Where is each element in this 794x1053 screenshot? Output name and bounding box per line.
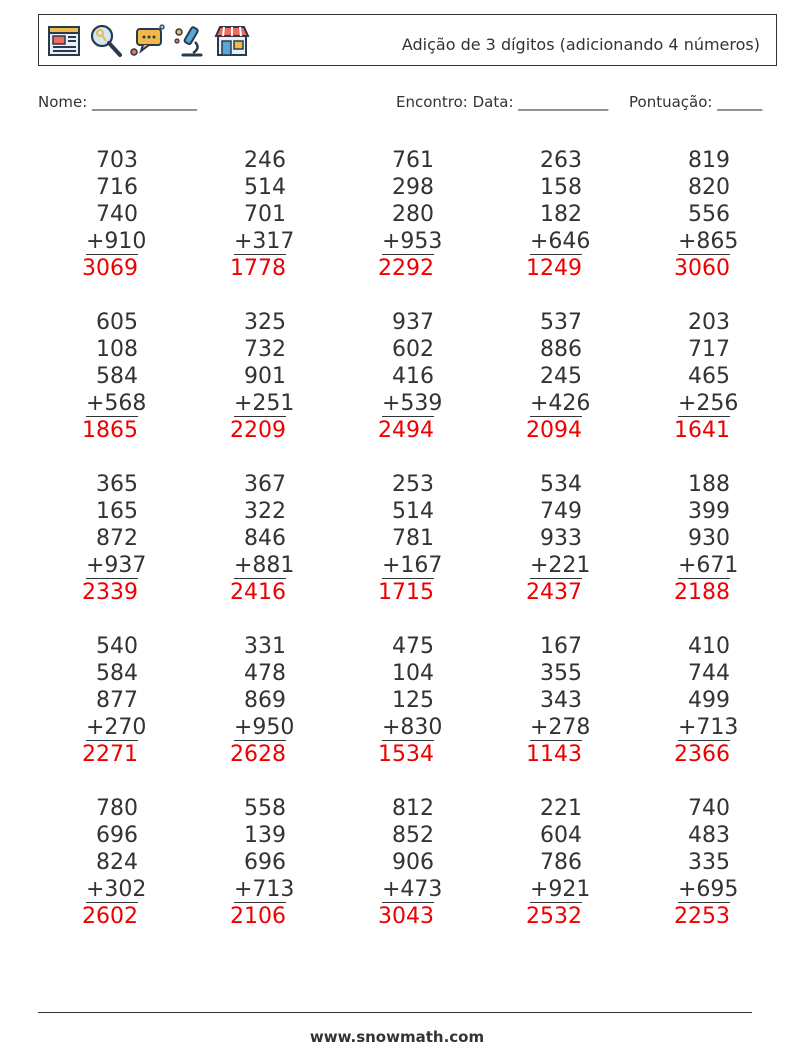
addend-4: +713 <box>234 877 295 902</box>
header-icons <box>45 21 251 61</box>
chat-bubbles-icon <box>129 22 167 60</box>
addend-4: +921 <box>530 877 591 902</box>
addition-problem <box>196 147 295 282</box>
answer: 1715 <box>378 580 434 605</box>
addition-problem <box>48 795 147 930</box>
addend-1: 325 <box>244 310 286 335</box>
answer: 2253 <box>674 904 730 929</box>
addend-2: 478 <box>244 661 286 686</box>
addend-4: +251 <box>234 391 295 416</box>
addend-4: +539 <box>382 391 443 416</box>
addend-3: 786 <box>540 850 582 875</box>
addition-problem <box>492 471 591 606</box>
addend-4: +865 <box>678 229 739 254</box>
answer: 2532 <box>526 904 582 929</box>
addend-4: +278 <box>530 715 591 740</box>
addend-2: 852 <box>392 823 434 848</box>
addend-3: 781 <box>392 526 434 551</box>
addend-2: 355 <box>540 661 582 686</box>
addend-1: 331 <box>244 634 286 659</box>
newspaper-icon <box>45 22 83 60</box>
addend-1: 246 <box>244 148 286 173</box>
addend-3: 182 <box>540 202 582 227</box>
score-field: Pontuação: ______ <box>629 93 763 111</box>
answer: 2602 <box>82 904 138 929</box>
addend-3: 245 <box>540 364 582 389</box>
addition-problem <box>48 309 147 444</box>
answer: 2437 <box>526 580 582 605</box>
addend-1: 780 <box>96 796 138 821</box>
addend-2: 514 <box>392 499 434 524</box>
addend-1: 188 <box>688 472 730 497</box>
addend-2: 322 <box>244 499 286 524</box>
addend-1: 703 <box>96 148 138 173</box>
footer-divider <box>38 1012 752 1013</box>
addition-problem <box>492 147 591 282</box>
addend-4: +950 <box>234 715 295 740</box>
answer: 2188 <box>674 580 730 605</box>
addend-1: 558 <box>244 796 286 821</box>
addend-3: 930 <box>688 526 730 551</box>
addition-problem <box>196 471 295 606</box>
addend-3: 740 <box>96 202 138 227</box>
addend-3: 696 <box>244 850 286 875</box>
addition-problem <box>196 633 295 768</box>
answer: 3060 <box>674 256 730 281</box>
addend-3: 933 <box>540 526 582 551</box>
addition-problem <box>48 147 147 282</box>
answer: 2106 <box>230 904 286 929</box>
addition-problem <box>344 471 443 606</box>
answer: 1865 <box>82 418 138 443</box>
addend-4: +671 <box>678 553 739 578</box>
addend-2: 108 <box>96 337 138 362</box>
addend-4: +646 <box>530 229 591 254</box>
addition-problem <box>640 471 739 606</box>
addend-1: 761 <box>392 148 434 173</box>
addend-3: 556 <box>688 202 730 227</box>
addend-3: 869 <box>244 688 286 713</box>
addend-1: 221 <box>540 796 582 821</box>
addend-2: 604 <box>540 823 582 848</box>
addend-4: +695 <box>678 877 739 902</box>
addition-problem <box>48 471 147 606</box>
name-field: Nome: ______________ <box>38 93 198 111</box>
addend-4: +473 <box>382 877 443 902</box>
answer: 2292 <box>378 256 434 281</box>
addend-2: 744 <box>688 661 730 686</box>
magnifier-key-icon <box>87 22 125 60</box>
answer: 1778 <box>230 256 286 281</box>
worksheet-title: Adição de 3 dígitos (adicionando 4 números) <box>401 35 760 54</box>
addend-2: 399 <box>688 499 730 524</box>
addend-2: 820 <box>688 175 730 200</box>
addend-2: 483 <box>688 823 730 848</box>
answer: 2339 <box>82 580 138 605</box>
addition-problem <box>344 309 443 444</box>
addend-2: 696 <box>96 823 138 848</box>
storefront-icon <box>213 22 251 60</box>
answer: 1143 <box>526 742 582 767</box>
addend-1: 537 <box>540 310 582 335</box>
addend-1: 167 <box>540 634 582 659</box>
answer: 1641 <box>674 418 730 443</box>
addend-3: 465 <box>688 364 730 389</box>
addend-1: 253 <box>392 472 434 497</box>
answer: 2494 <box>378 418 434 443</box>
addend-3: 824 <box>96 850 138 875</box>
addend-2: 104 <box>392 661 434 686</box>
addend-4: +830 <box>382 715 443 740</box>
addend-2: 298 <box>392 175 434 200</box>
addend-3: 901 <box>244 364 286 389</box>
addend-1: 605 <box>96 310 138 335</box>
addend-1: 263 <box>540 148 582 173</box>
addend-2: 165 <box>96 499 138 524</box>
answer: 2366 <box>674 742 730 767</box>
addend-4: +221 <box>530 553 591 578</box>
addend-1: 534 <box>540 472 582 497</box>
addition-problem <box>344 633 443 768</box>
addend-4: +317 <box>234 229 295 254</box>
addend-2: 732 <box>244 337 286 362</box>
addend-1: 540 <box>96 634 138 659</box>
addend-4: +256 <box>678 391 739 416</box>
addend-3: 335 <box>688 850 730 875</box>
addend-1: 819 <box>688 148 730 173</box>
addend-1: 203 <box>688 310 730 335</box>
addend-3: 877 <box>96 688 138 713</box>
answer: 1249 <box>526 256 582 281</box>
addend-4: +713 <box>678 715 739 740</box>
addition-problem <box>492 309 591 444</box>
addend-2: 158 <box>540 175 582 200</box>
addend-4: +910 <box>86 229 147 254</box>
footer-site: www.snowmath.com <box>309 1028 485 1046</box>
answer: 3069 <box>82 256 138 281</box>
worksheet-header <box>38 14 777 66</box>
addend-1: 410 <box>688 634 730 659</box>
addend-3: 846 <box>244 526 286 551</box>
addend-4: +568 <box>86 391 147 416</box>
answer: 2094 <box>526 418 582 443</box>
addition-problem <box>640 795 739 930</box>
addition-problem <box>196 309 295 444</box>
addend-1: 937 <box>392 310 434 335</box>
addend-4: +167 <box>382 553 443 578</box>
addend-4: +953 <box>382 229 443 254</box>
addition-problem <box>492 795 591 930</box>
addend-1: 365 <box>96 472 138 497</box>
addition-problem <box>344 147 443 282</box>
addend-1: 812 <box>392 796 434 821</box>
addend-3: 584 <box>96 364 138 389</box>
microscope-icon <box>171 22 209 60</box>
addend-4: +270 <box>86 715 147 740</box>
addend-2: 139 <box>244 823 286 848</box>
addition-problem <box>640 147 739 282</box>
answer: 3043 <box>378 904 434 929</box>
addition-problem <box>48 633 147 768</box>
addend-2: 749 <box>540 499 582 524</box>
addend-2: 717 <box>688 337 730 362</box>
addition-problem <box>344 795 443 930</box>
addend-3: 701 <box>244 202 286 227</box>
addend-3: 125 <box>392 688 434 713</box>
addend-4: +426 <box>530 391 591 416</box>
date-field: Encontro: Data: ____________ <box>396 93 609 111</box>
addend-1: 367 <box>244 472 286 497</box>
addend-4: +881 <box>234 553 295 578</box>
addend-4: +302 <box>86 877 147 902</box>
answer: 2416 <box>230 580 286 605</box>
answer: 1534 <box>378 742 434 767</box>
addend-2: 584 <box>96 661 138 686</box>
addend-2: 514 <box>244 175 286 200</box>
addition-problem <box>492 633 591 768</box>
addend-3: 872 <box>96 526 138 551</box>
addend-3: 416 <box>392 364 434 389</box>
addend-2: 716 <box>96 175 138 200</box>
answer: 2628 <box>230 742 286 767</box>
addend-3: 280 <box>392 202 434 227</box>
addend-3: 499 <box>688 688 730 713</box>
answer: 2209 <box>230 418 286 443</box>
addend-3: 343 <box>540 688 582 713</box>
answer: 2271 <box>82 742 138 767</box>
addition-problem <box>196 795 295 930</box>
addend-1: 475 <box>392 634 434 659</box>
addend-1: 740 <box>688 796 730 821</box>
addition-problem <box>640 309 739 444</box>
addend-4: +937 <box>86 553 147 578</box>
addend-2: 602 <box>392 337 434 362</box>
addend-2: 886 <box>540 337 582 362</box>
addend-3: 906 <box>392 850 434 875</box>
addition-problem <box>640 633 739 768</box>
